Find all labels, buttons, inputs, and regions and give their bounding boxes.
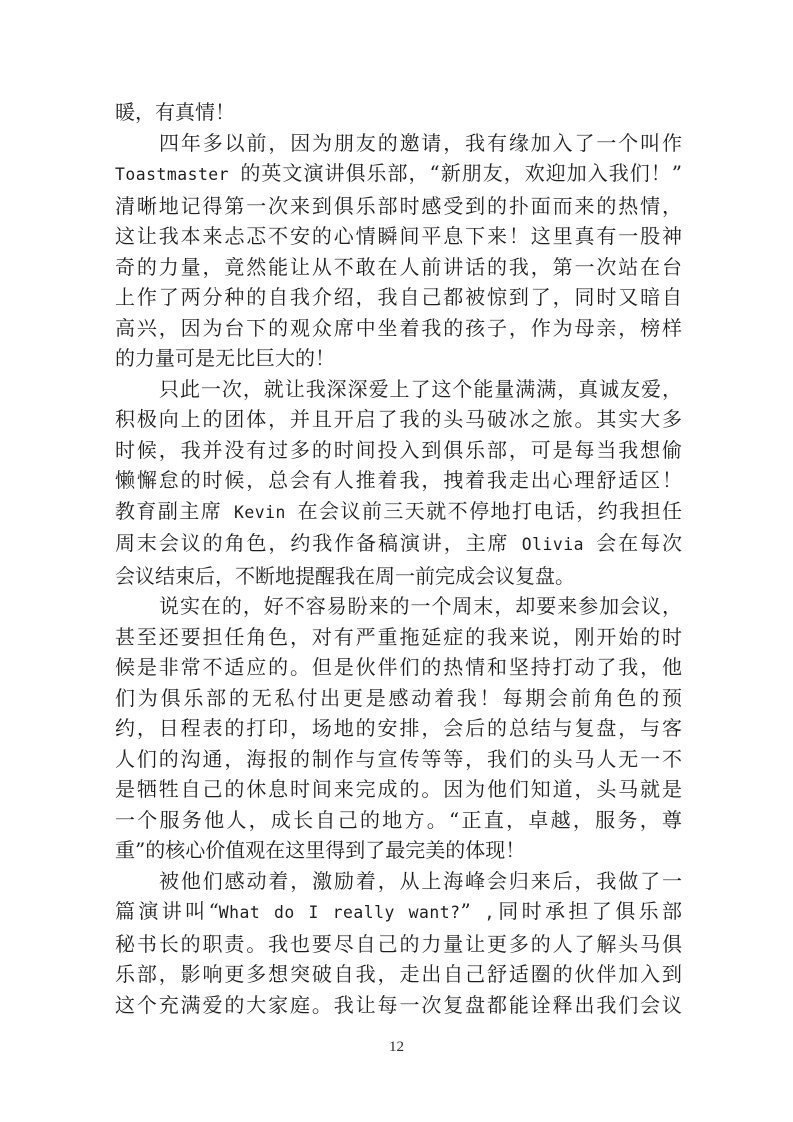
page-number: 12 — [389, 1039, 404, 1055]
latin-text: Toastmaster — [115, 165, 241, 184]
text-line: 约，日程表的打印，场地的安排，会后的总结与复盘，与客 — [115, 716, 682, 740]
text-line: 懒懈怠的时候，总会有人推着我，拽着我走出心理舒适区！ — [115, 468, 682, 492]
text-block — [115, 97, 682, 1020]
text-line: 人们的沟通，海报的制作与宣传等等，我们的头马人无一不 — [115, 746, 682, 771]
text-line: 只此一次，就让我深深爱上了这个能量满满，真诚友爱， — [159, 376, 682, 401]
text-line: Toastmaster 的英文演讲俱乐部，“新朋友，欢迎加入我们！” — [115, 161, 682, 185]
text-line: 们为俱乐部的无私付出更是感动着我！每期会前角色的预 — [115, 685, 682, 710]
text-line: 高兴，因为台下的观众席中坐着我的孩子，作为母亲，榜样 — [115, 315, 682, 340]
text-line: 候是非常不适应的。但是伙伴们的热情和坚持打动了我，他 — [115, 655, 682, 679]
text-line: 说实在的，好不容易盼来的一个周末，却要来参加会议， — [159, 594, 682, 618]
latin-text: Olivia — [509, 535, 597, 554]
text-line: 奇的力量，竟然能让从不敢在人前讲话的我，第一次站在台 — [115, 254, 682, 279]
text-line: 的力量可是无比巨大的！ — [115, 346, 335, 370]
text-line: 是牺牲自己的休息时间来完成的。因为他们知道，头马就是 — [115, 777, 682, 801]
text-line: 一个服务他人，成长自己的地方。“正直，卓越，服务，尊 — [115, 807, 682, 832]
latin-text: What do I really want? — [218, 903, 461, 922]
text-line: 这个充满爱的大家庭。我让每一次复盘都能诠释出我们会议 — [115, 992, 682, 1017]
latin-text: , — [470, 903, 495, 922]
text-line: 重”的核心价值观在这里得到了最完美的体现！ — [115, 838, 526, 862]
text-line: 四年多以前，因为朋友的邀请，我有缘加入了一个叫作 — [159, 130, 682, 155]
text-line: 甚至还要担任角色，对有严重拖延症的我来说，刚开始的时 — [115, 624, 682, 649]
text-line: 上作了两分种的自我介绍，我自己都被惊到了，同时又暗自 — [115, 285, 682, 309]
text-line: 这让我本来忐忑不安的心情瞬间平息下来！这里真有一股神 — [115, 224, 682, 248]
text-line: 周末会议的角色，约我作备稿演讲，主席 Olivia 会在每次 — [115, 531, 683, 555]
text-line: 被他们感动着，激励着，从上海峰会归来后，我做了一 — [159, 868, 682, 893]
text-line: 清晰地记得第一次来到俱乐部时感受到的扑面而来的热情， — [115, 193, 682, 218]
text-line: 时候，我并没有过多的时间投入到俱乐部，可是每当我想偷 — [115, 437, 682, 462]
text-line: 教育副主席 Kevin 在会议前三天就不停地打电话，约我担任 — [115, 498, 683, 523]
text-line: 乐部，影响更多想突破自我，走出自己舒适圈的伙伴加入到 — [115, 962, 682, 986]
text-line: 秘书长的职责。我也要尽自己的力量让更多的人了解头马俱 — [115, 931, 682, 956]
text-line: 积极向上的团体，并且开启了我的头马破冰之旅。其实大多 — [115, 407, 682, 431]
latin-text: Kevin — [222, 502, 298, 522]
text-line: 会议结束后，不断地提醒我在周一前完成会议复盘。 — [115, 563, 575, 588]
text-line: 篇演讲叫“What do I really want?” ,同时承担了俱乐部 — [115, 899, 682, 923]
text-line: 暖，有真情！ — [115, 100, 235, 124]
